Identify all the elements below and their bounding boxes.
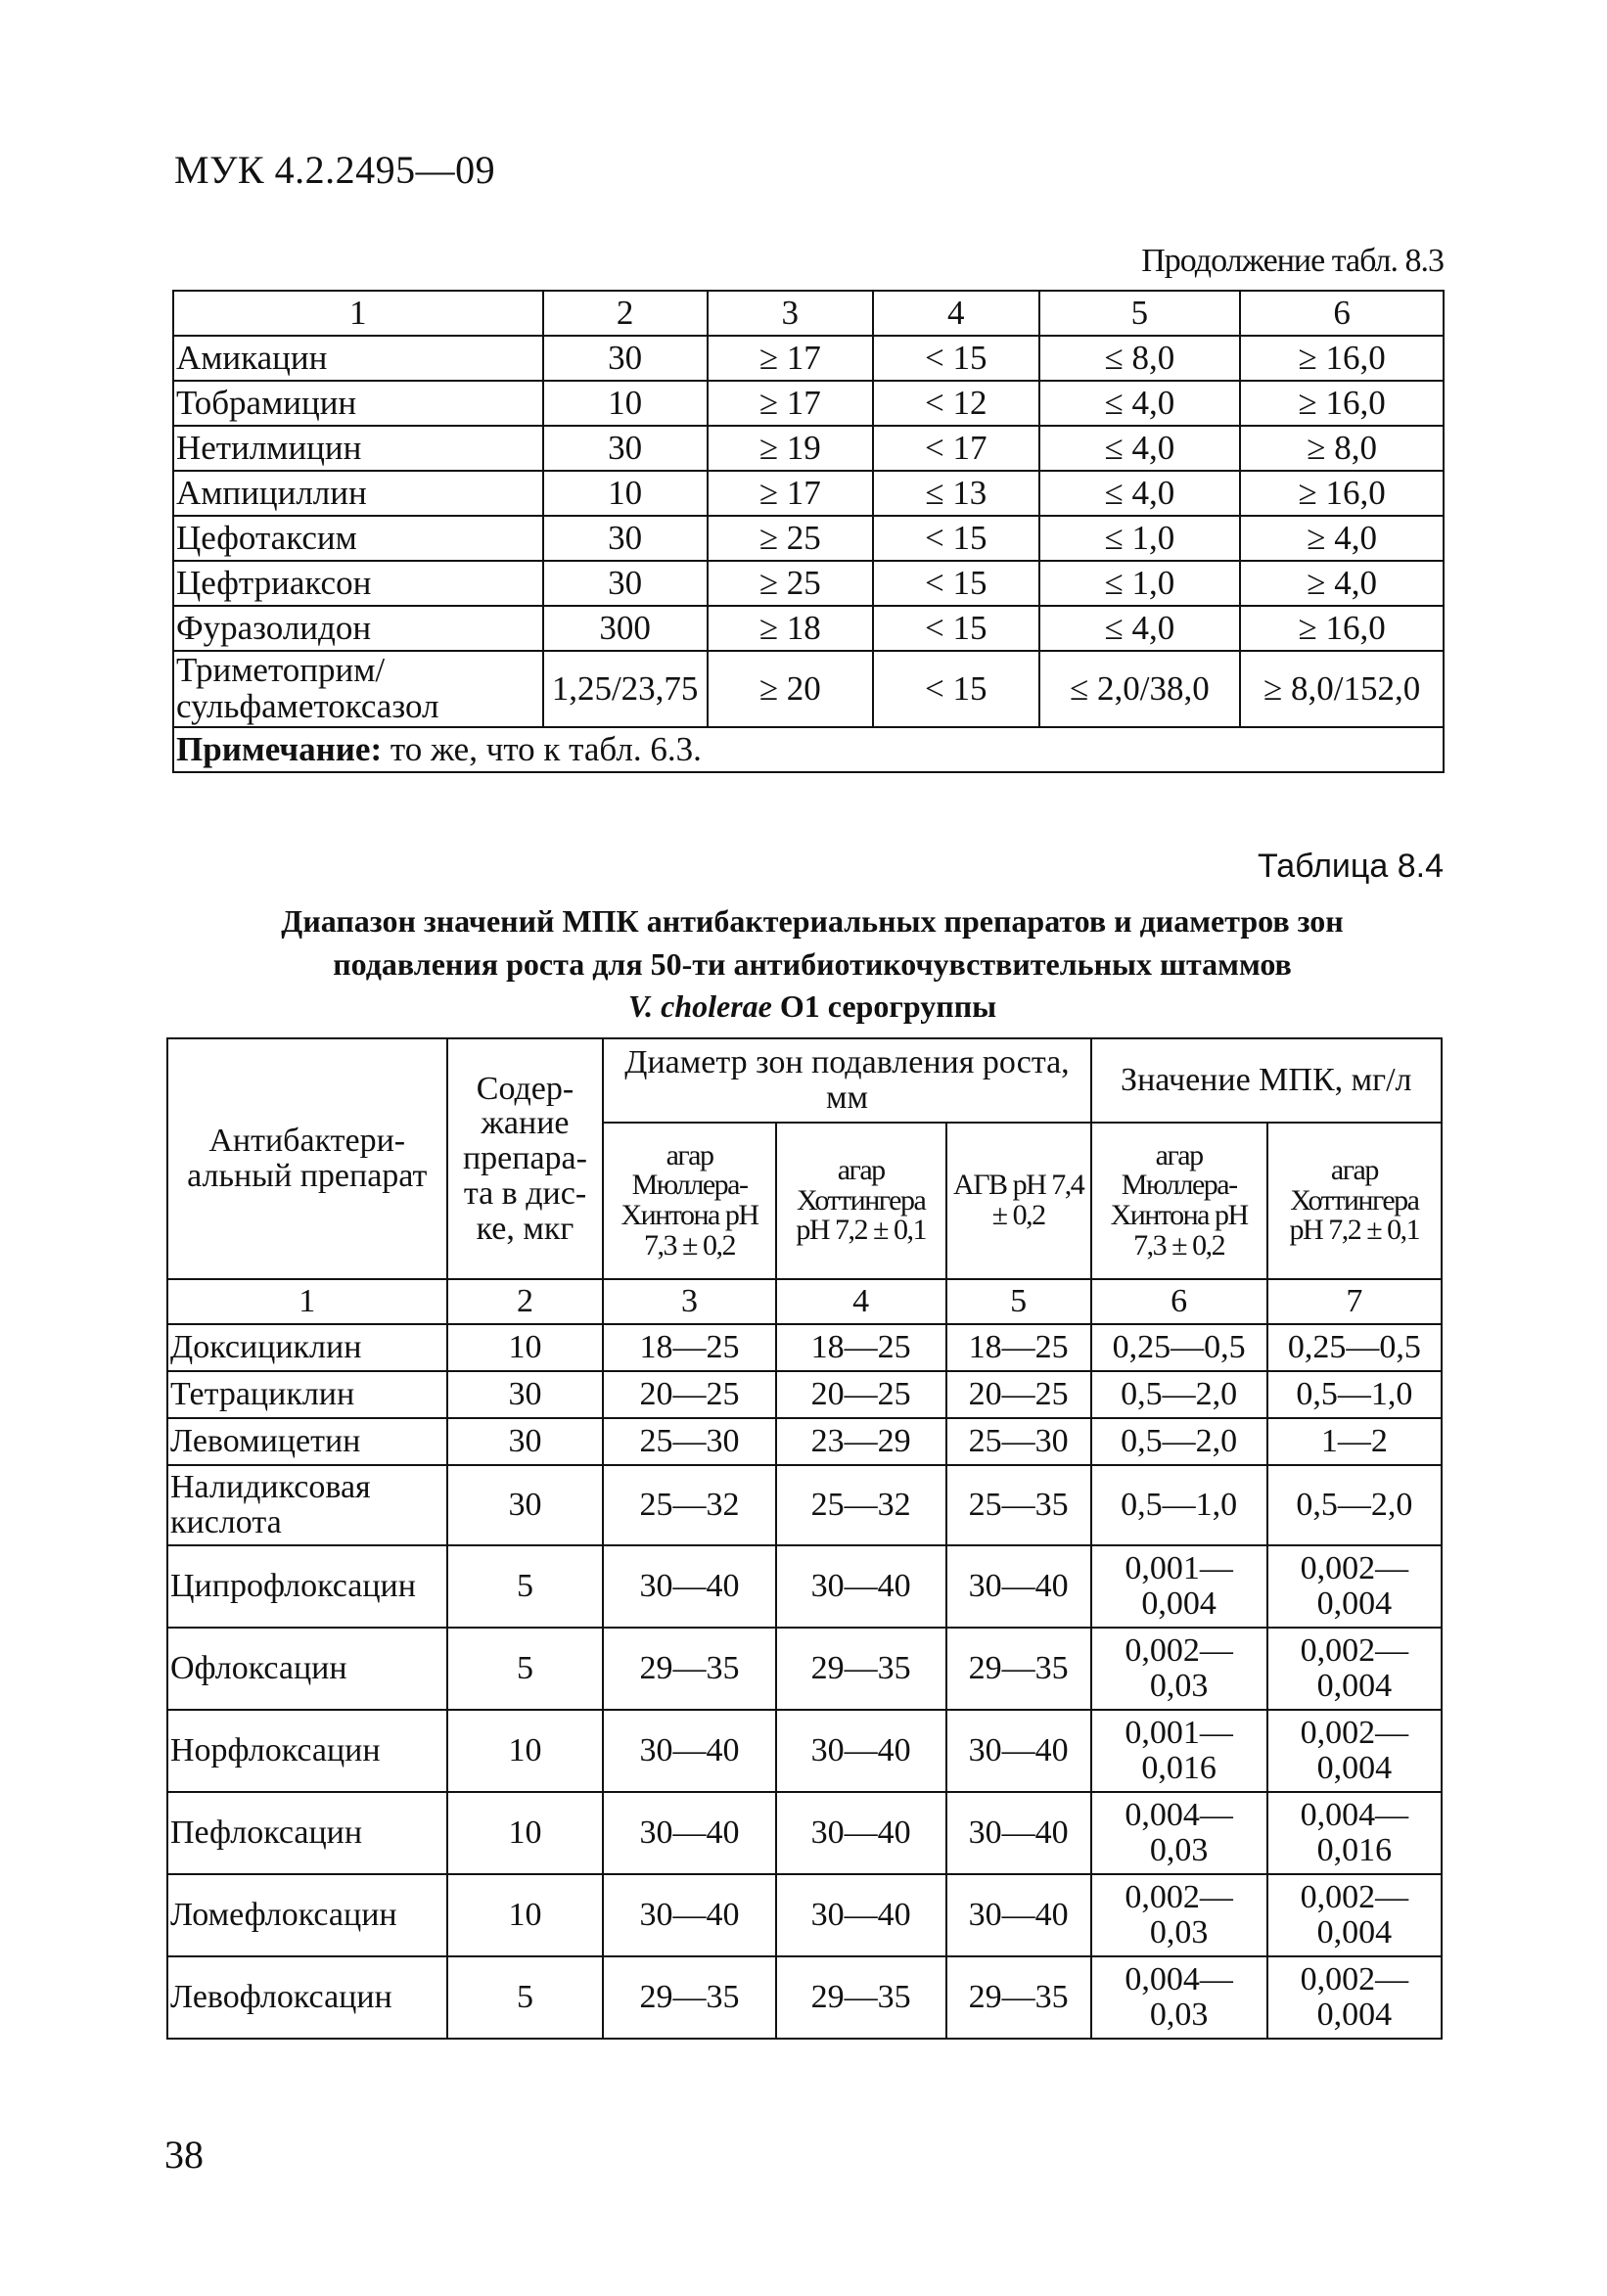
note-text: то же, что к табл. 6.3. xyxy=(382,729,702,768)
drug-name-cell: Доксициклин xyxy=(167,1324,447,1371)
page-number: 38 xyxy=(164,2133,204,2177)
table-row xyxy=(173,651,1444,727)
column-number: 4 xyxy=(873,291,1039,336)
table-cell: 29—35 xyxy=(946,1956,1091,2039)
table-cell: 10 xyxy=(447,1792,604,1874)
drug-name-cell: Фуразолидон xyxy=(173,606,543,651)
table-cell: ≥ 25 xyxy=(708,516,874,561)
table-cell: 0,25—0,5 xyxy=(1267,1324,1442,1371)
column-number: 3 xyxy=(603,1279,775,1324)
table-cell: 30—40 xyxy=(946,1874,1091,1956)
table-cell: 30—40 xyxy=(946,1545,1091,1628)
table-cell: 25—30 xyxy=(603,1418,775,1465)
table-cell: 0,002— 0,004 xyxy=(1267,1874,1442,1956)
table-cell: 30—40 xyxy=(776,1792,946,1874)
drug-name-cell: Ципрофлоксацин xyxy=(167,1545,447,1628)
table-cell: 29—35 xyxy=(776,1956,946,2039)
table-cell: ≥ 16,0 xyxy=(1240,471,1444,516)
table-cell: 0,004— 0,016 xyxy=(1267,1792,1442,1874)
table-cell: 23—29 xyxy=(776,1418,946,1465)
table-cell: 30 xyxy=(543,336,708,381)
drug-name-cell: Левофлоксацин xyxy=(167,1956,447,2039)
table-cell: 25—35 xyxy=(946,1465,1091,1545)
drug-name-cell: Цефотаксим xyxy=(173,516,543,561)
table-title xyxy=(147,900,1478,1029)
table-cell: ≤ 4,0 xyxy=(1039,426,1241,471)
table-cell: 30 xyxy=(543,426,708,471)
table-row xyxy=(167,1465,1442,1545)
table-cell: 0,004— 0,03 xyxy=(1091,1956,1267,2039)
table-number: Таблица 8.4 xyxy=(1257,848,1444,885)
table-cell: ≤ 4,0 xyxy=(1039,606,1241,651)
table-cell: ≥ 8,0/152,0 xyxy=(1240,651,1444,727)
table-cell: ≥ 18 xyxy=(708,606,874,651)
table-cell: ≤ 2,0/38,0 xyxy=(1039,651,1241,727)
drug-name-cell: Норфлоксацин xyxy=(167,1710,447,1792)
table-row xyxy=(173,381,1444,426)
table-cell: 10 xyxy=(447,1874,604,1956)
table-cell: 29—35 xyxy=(603,1956,775,2039)
table-cell: 1,25/23,75 xyxy=(543,651,708,727)
table-cell: 30—40 xyxy=(603,1545,775,1628)
drug-name-cell: Цефтриаксон xyxy=(173,561,543,606)
table-row xyxy=(167,1874,1442,1956)
column-number: 2 xyxy=(543,291,708,336)
running-header: МУК 4.2.2495—09 xyxy=(174,148,496,192)
table-row xyxy=(173,516,1444,561)
table-cell: 29—35 xyxy=(603,1628,775,1710)
column-number: 7 xyxy=(1267,1279,1442,1324)
table-cell: 0,002— 0,03 xyxy=(1091,1628,1267,1710)
header-agv-diameter: АГВ pH 7,4 ± 0,2 xyxy=(946,1123,1091,1279)
drug-name-cell: Триметоприм/ сульфаметоксазол xyxy=(173,651,543,727)
table-row xyxy=(173,471,1444,516)
table-cell: 10 xyxy=(447,1324,604,1371)
table-8-4-header xyxy=(167,1038,1442,1279)
header-drug: Антибактери- альный препарат xyxy=(167,1038,447,1279)
table-cell: 10 xyxy=(543,381,708,426)
table-cell: 10 xyxy=(447,1710,604,1792)
table-row xyxy=(173,426,1444,471)
drug-name-cell: Ампициллин xyxy=(173,471,543,516)
table-note-row xyxy=(173,727,1444,772)
table-cell: 5 xyxy=(447,1956,604,2039)
table-cell: 20—25 xyxy=(603,1371,775,1418)
table-row xyxy=(173,606,1444,651)
table-cell: 25—30 xyxy=(946,1418,1091,1465)
table-cell: ≥ 17 xyxy=(708,471,874,516)
table-cell: 0,5—2,0 xyxy=(1091,1371,1267,1418)
drug-name-cell: Офлоксацин xyxy=(167,1628,447,1710)
table-cell: < 15 xyxy=(873,606,1039,651)
table-cell: 0,002— 0,004 xyxy=(1267,1545,1442,1628)
table-cell: ≤ 4,0 xyxy=(1039,471,1241,516)
table-cell: ≥ 17 xyxy=(708,381,874,426)
table-row xyxy=(167,1792,1442,1874)
table-cell: 1—2 xyxy=(1267,1418,1442,1465)
table-cell: 30—40 xyxy=(946,1710,1091,1792)
table-cell: 30—40 xyxy=(603,1710,775,1792)
table-cell: 20—25 xyxy=(946,1371,1091,1418)
table-cell: ≤ 13 xyxy=(873,471,1039,516)
table-cell: 30—40 xyxy=(603,1874,775,1956)
table-cell: 0,25—0,5 xyxy=(1091,1324,1267,1371)
table-cell: 18—25 xyxy=(603,1324,775,1371)
table-cell: 0,001— 0,004 xyxy=(1091,1545,1267,1628)
table-cell: 29—35 xyxy=(946,1628,1091,1710)
table-cell: < 15 xyxy=(873,651,1039,727)
column-number: 3 xyxy=(708,291,874,336)
table-cell: 25—32 xyxy=(776,1465,946,1545)
table-cell: ≤ 1,0 xyxy=(1039,561,1241,606)
column-number: 1 xyxy=(173,291,543,336)
table-cell: < 15 xyxy=(873,516,1039,561)
header-hot-agar-diameter: агар Хоттингера pH 7,2 ± 0,1 xyxy=(776,1123,946,1279)
column-number: 2 xyxy=(447,1279,604,1324)
table-cell: < 17 xyxy=(873,426,1039,471)
title-line-1: Диапазон значений МПК антибактериальных препаратов и диаметров зон xyxy=(281,903,1344,939)
table-cell: ≥ 16,0 xyxy=(1240,336,1444,381)
table-cell: 0,5—2,0 xyxy=(1091,1418,1267,1465)
column-number-row xyxy=(167,1279,1442,1324)
header-content: Содер- жание препара- та в дис- ке, мкг xyxy=(447,1038,604,1279)
table-cell: ≤ 4,0 xyxy=(1039,381,1241,426)
table-cell: 300 xyxy=(543,606,708,651)
table-cell: 0,5—2,0 xyxy=(1267,1465,1442,1545)
table-cell: 18—25 xyxy=(776,1324,946,1371)
table-cell: 30 xyxy=(447,1465,604,1545)
title-species: V. cholerae xyxy=(627,988,772,1025)
table-cell: 30—40 xyxy=(776,1874,946,1956)
table-cell: 10 xyxy=(543,471,708,516)
table-cell: 30 xyxy=(447,1418,604,1465)
drug-name-cell: Налидиксовая кислота xyxy=(167,1465,447,1545)
table-8-3-continued xyxy=(172,290,1445,773)
table-cell: 18—25 xyxy=(946,1324,1091,1371)
table-cell: ≥ 19 xyxy=(708,426,874,471)
table-cell: 0,001— 0,016 xyxy=(1091,1710,1267,1792)
table-cell: ≤ 8,0 xyxy=(1039,336,1241,381)
table-cell: 30—40 xyxy=(776,1710,946,1792)
table-cell: 29—35 xyxy=(776,1628,946,1710)
table-cell: ≥ 20 xyxy=(708,651,874,727)
table-row xyxy=(173,336,1444,381)
drug-name-cell: Амикацин xyxy=(173,336,543,381)
column-number: 4 xyxy=(776,1279,946,1324)
table-cell: ≥ 4,0 xyxy=(1240,516,1444,561)
column-number-row xyxy=(173,291,1444,336)
table-cell: 30—40 xyxy=(776,1545,946,1628)
table-row xyxy=(167,1418,1442,1465)
table-cell: ≤ 1,0 xyxy=(1039,516,1241,561)
table-cell: 30 xyxy=(447,1371,604,1418)
header-hot-agar-mic: агар Хоттингера pH 7,2 ± 0,1 xyxy=(1267,1123,1442,1279)
drug-name-cell: Левомицетин xyxy=(167,1418,447,1465)
table-cell: 0,004— 0,03 xyxy=(1091,1792,1267,1874)
drug-name-cell: Тетрациклин xyxy=(167,1371,447,1418)
table-cell: 20—25 xyxy=(776,1371,946,1418)
table-row xyxy=(167,1628,1442,1710)
table-row xyxy=(173,561,1444,606)
header-mh-agar-mic: агар Мюллера- Хинтона pH 7,3 ± 0,2 xyxy=(1091,1123,1267,1279)
header-mh-agar-diameter: агар Мюллера- Хинтона pH 7,3 ± 0,2 xyxy=(603,1123,775,1279)
table-note xyxy=(173,727,1444,772)
drug-name-cell: Пефлоксацин xyxy=(167,1792,447,1874)
table-8-3-body xyxy=(173,291,1444,772)
table-row xyxy=(167,1545,1442,1628)
column-number: 5 xyxy=(1039,291,1241,336)
table-8-4 xyxy=(166,1037,1443,2040)
table-continuation-label: Продолжение табл. 8.3 xyxy=(1141,243,1444,279)
table-cell: ≥ 16,0 xyxy=(1240,606,1444,651)
table-cell: 0,002— 0,004 xyxy=(1267,1956,1442,2039)
drug-name-cell: Нетилмицин xyxy=(173,426,543,471)
column-number: 6 xyxy=(1091,1279,1267,1324)
column-number: 1 xyxy=(167,1279,447,1324)
title-serogroup: О1 серогруппы xyxy=(771,988,997,1025)
title-line-3 xyxy=(147,986,1478,1029)
table-cell: < 15 xyxy=(873,561,1039,606)
table-row xyxy=(167,1324,1442,1371)
table-cell: 30—40 xyxy=(603,1792,775,1874)
drug-name-cell: Ломефлоксацин xyxy=(167,1874,447,1956)
table-cell: 30 xyxy=(543,516,708,561)
table-cell: 30—40 xyxy=(946,1792,1091,1874)
note-label: Примечание: xyxy=(176,729,383,768)
table-cell: ≥ 4,0 xyxy=(1240,561,1444,606)
table-cell: 5 xyxy=(447,1628,604,1710)
table-row xyxy=(167,1956,1442,2039)
column-number: 5 xyxy=(946,1279,1091,1324)
table-cell: 0,5—1,0 xyxy=(1267,1371,1442,1418)
header-diameter-group: Диаметр зон подавления роста, мм xyxy=(603,1038,1090,1123)
table-cell: 30 xyxy=(543,561,708,606)
column-number: 6 xyxy=(1240,291,1444,336)
table-cell: ≥ 8,0 xyxy=(1240,426,1444,471)
table-cell: ≥ 17 xyxy=(708,336,874,381)
table-cell: 0,002— 0,004 xyxy=(1267,1628,1442,1710)
table-cell: 25—32 xyxy=(603,1465,775,1545)
table-cell: 5 xyxy=(447,1545,604,1628)
header-mic-group: Значение МПК, мг/л xyxy=(1091,1038,1442,1123)
table-row xyxy=(167,1371,1442,1418)
table-cell: 0,002— 0,03 xyxy=(1091,1874,1267,1956)
drug-name-cell: Тобрамицин xyxy=(173,381,543,426)
table-8-4-body xyxy=(167,1279,1442,2039)
table-cell: 0,5—1,0 xyxy=(1091,1465,1267,1545)
table-row xyxy=(167,1710,1442,1792)
table-cell: 0,002— 0,004 xyxy=(1267,1710,1442,1792)
table-cell: < 15 xyxy=(873,336,1039,381)
table-cell: ≥ 16,0 xyxy=(1240,381,1444,426)
table-cell: < 12 xyxy=(873,381,1039,426)
title-line-2: подавления роста для 50-ти антибиотикочувствительных штаммов xyxy=(333,945,1292,982)
table-cell: ≥ 25 xyxy=(708,561,874,606)
